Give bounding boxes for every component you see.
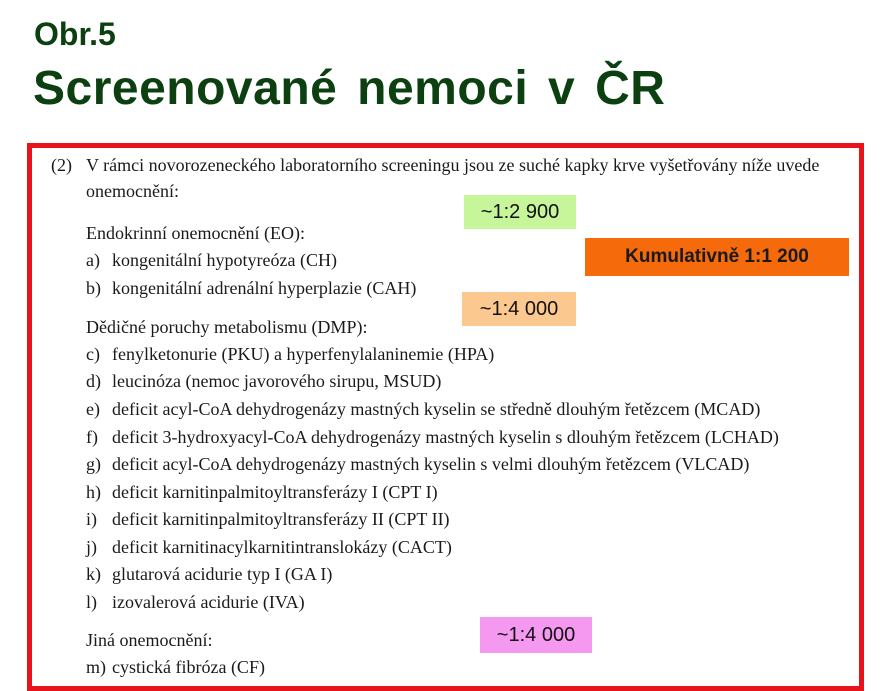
item-text: glutarová acidurie typ I (GA I)	[112, 564, 333, 584]
slide-number: Obr.5	[34, 16, 116, 52]
list-item	[86, 453, 749, 475]
cumulative-incidence-badge: Kumulativně 1:1 200	[585, 238, 849, 276]
item-text: deficit karnitinpalmitoyltransferázy II (CPT II)	[112, 509, 450, 529]
list-item	[86, 656, 265, 678]
item-letter: d)	[86, 371, 101, 391]
list-item	[86, 508, 450, 530]
item-letter: i)	[86, 509, 97, 529]
item-text: fenylketonurie (PKU) a hyperfenylalaninemie (HPA)	[112, 344, 495, 364]
item-text: deficit karnitinacylkarnitintranslokázy (CACT)	[112, 537, 452, 557]
list-item	[86, 426, 779, 448]
item-letter: k)	[86, 564, 101, 584]
list-item	[86, 398, 760, 420]
item-letter: h)	[86, 482, 101, 502]
list-item	[86, 481, 438, 503]
item-text: deficit acyl-CoA dehydrogenázy mastných kyselin s velmi dlouhým řetězcem (VLCAD)	[112, 454, 750, 474]
item-text: deficit 3-hydroxyacyl-CoA dehydrogenázy mastných kyselin s dlouhým řetězcem (LCHAD)	[112, 427, 779, 447]
item-letter: l)	[86, 592, 97, 612]
list-item	[86, 563, 332, 585]
list-item	[86, 343, 494, 365]
item-text: leucinóza (nemoc javorového sirupu, MSUD)	[112, 371, 442, 391]
document-excerpt	[32, 148, 859, 686]
item-text: kongenitální adrenální hyperplazie (CAH)	[112, 278, 417, 298]
item-letter: g)	[86, 454, 101, 474]
list-item	[86, 249, 337, 271]
item-letter: j)	[86, 537, 97, 557]
item-letter: b)	[86, 278, 101, 298]
item-text: kongenitální hypotyreóza (CH)	[112, 250, 337, 270]
item-letter: m)	[86, 657, 106, 677]
list-item	[86, 277, 416, 299]
item-text: deficit acyl-CoA dehydrogenázy mastných kyselin se středně dlouhým řetězcem (MCAD)	[112, 399, 761, 419]
group-heading-other: Jiná onemocnění:	[86, 630, 213, 650]
item-text: cystická fibróza (CF)	[112, 657, 265, 677]
group-heading-dmp: Dědičné poruchy metabolismu (DMP):	[86, 317, 368, 337]
item-letter: c)	[86, 344, 100, 364]
item-text: izovalerová acidurie (IVA)	[112, 592, 305, 612]
list-item	[86, 370, 441, 392]
eo-incidence-badge: ~1:2 900	[464, 195, 576, 229]
item-letter: f)	[86, 427, 98, 447]
item-letter: a)	[86, 250, 100, 270]
slide-title: Screenované nemoci v ČR	[33, 62, 666, 115]
scanned-document-frame	[27, 143, 864, 691]
intro-line-2: onemocnění:	[86, 181, 179, 201]
other-incidence-badge: ~1:4 000	[480, 617, 592, 653]
list-item	[86, 536, 452, 558]
list-item	[86, 591, 305, 613]
paragraph-number: (2)	[51, 155, 72, 175]
group-heading-eo: Endokrinní onemocnění (EO):	[86, 223, 305, 243]
item-letter: e)	[86, 399, 100, 419]
intro-line-1: V rámci novorozeneckého laboratorního screeningu jsou ze suché kapky krve vyšetřovány níže uvede	[86, 155, 820, 175]
dmp-incidence-badge: ~1:4 000	[462, 292, 576, 326]
item-text: deficit karnitinpalmitoyltransferázy I (CPT I)	[112, 482, 438, 502]
